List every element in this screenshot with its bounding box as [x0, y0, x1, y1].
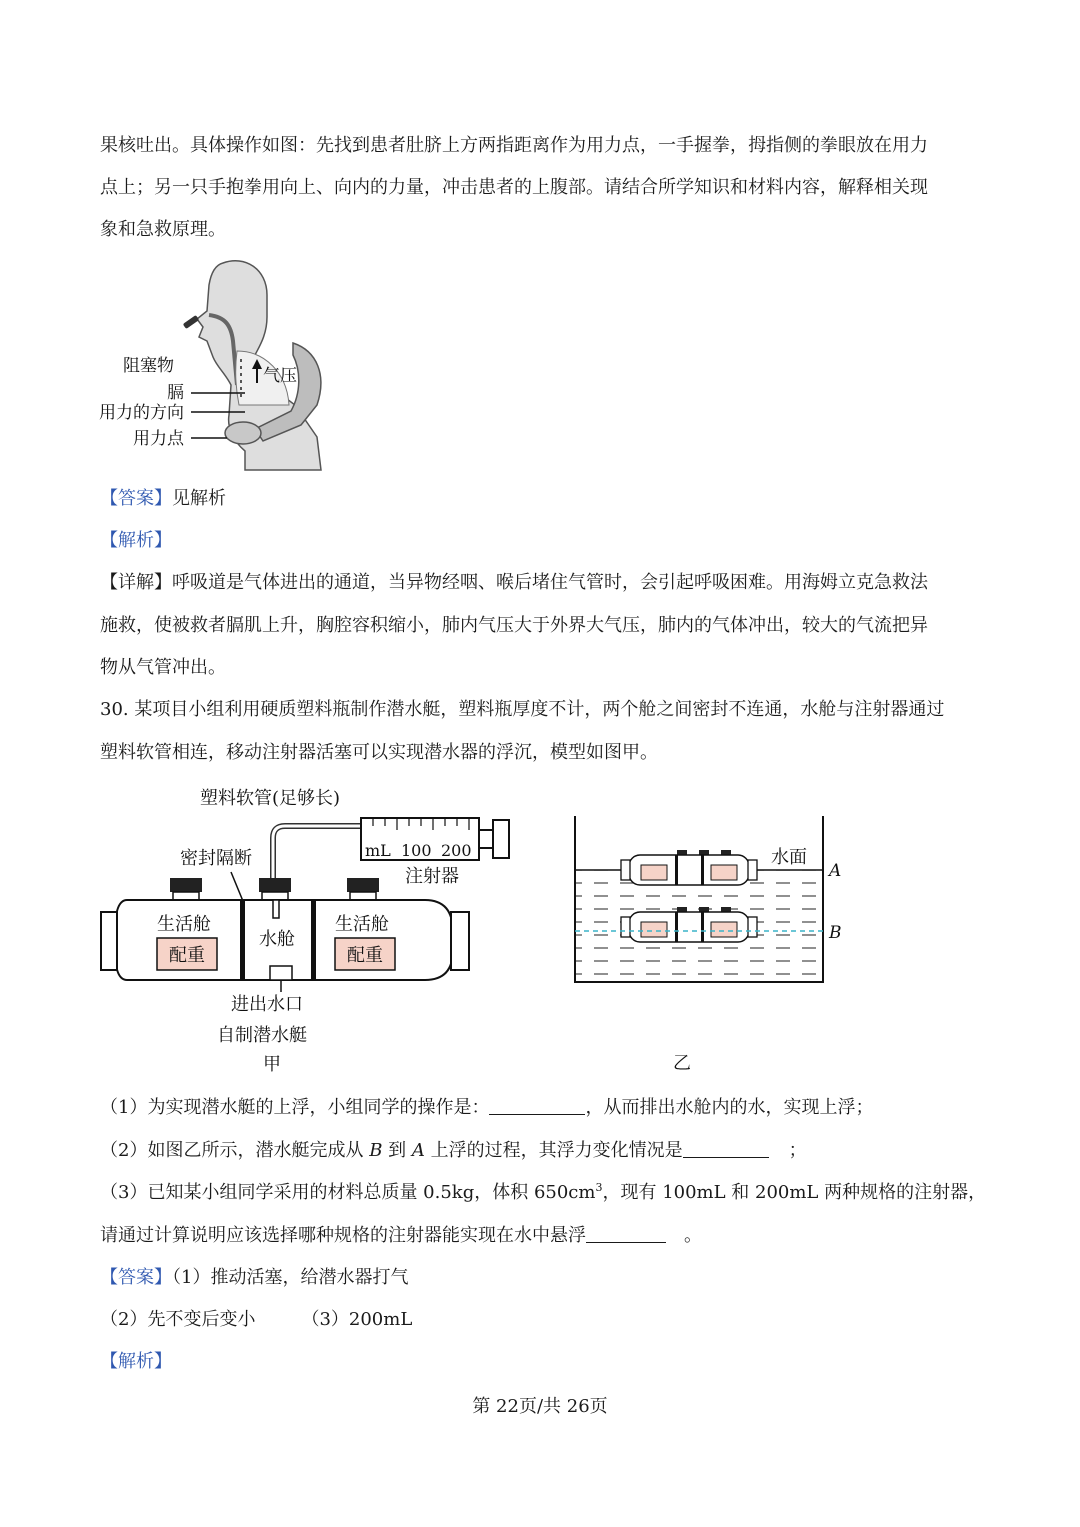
scale-unit: mL: [365, 841, 391, 860]
figure-label-jia: 甲: [263, 1054, 281, 1075]
answer-blank-2[interactable]: [683, 1139, 769, 1158]
label-position-a: A: [829, 861, 842, 881]
figure-caption: 自制潜水艇: [217, 1025, 307, 1046]
scale-200: 200: [441, 841, 472, 860]
label-water-cabin: 水舱: [259, 929, 295, 950]
answer-blank-1[interactable]: [489, 1096, 585, 1115]
label-diaphragm: 膈: [167, 383, 184, 403]
label-force-point: 用力点: [133, 429, 184, 449]
q30-analysis-tag: 【解析】: [100, 1351, 172, 1372]
scale-100: 100: [401, 841, 432, 860]
q30-answer-1: 【答案】（1）推动活塞，给潜水器打气: [100, 1267, 409, 1288]
label-living-left: 生活舱: [157, 914, 211, 935]
label-ballast-right: 配重: [347, 945, 383, 966]
q30-sub-2: （2）如图乙所示，潜水艇完成从 B 到 A 上浮的过程，其浮力变化情况是 ；: [100, 1140, 807, 1161]
figure-label-yi: 乙: [673, 1053, 691, 1074]
q29-detail-line-2: 施救，使被救者膈肌上升，胸腔容积缩小，肺内气压大于外界大气压，肺内的气体冲出，较大的气流把异: [100, 615, 928, 636]
label-ballast-left: 配重: [169, 945, 205, 966]
label-seal: 密封隔断: [180, 848, 252, 869]
answer-blank-3[interactable]: [586, 1224, 666, 1243]
label-pressure: 气压: [263, 366, 297, 386]
q30-sub-3-line-2: 请通过计算说明应该选择哪种规格的注射器能实现在水中悬浮 。: [100, 1225, 702, 1246]
label-position-b: B: [829, 923, 842, 943]
q29-analysis-tag: 【解析】: [100, 530, 172, 551]
submarine-model-figure: [95, 780, 525, 1080]
q29-detail-line-3: 物从气管冲出。: [100, 657, 226, 678]
page-footer: 第 22页/共 26页: [472, 1396, 608, 1417]
intro-line-1: 果核吐出。具体操作如图：先找到患者肚脐上方两指距离作为用力点，一手握拳，拇指侧的拳眼放在用力: [100, 135, 928, 156]
label-force-direction: 用力的方向: [99, 403, 184, 423]
q29-detail-line-1: 【详解】呼吸道是气体进出的通道，当异物经咽、喉后堵住气管时，会引起呼吸困难。用海姆立克急救法: [100, 572, 928, 593]
label-inlet: 进出水口: [231, 994, 303, 1015]
intro-line-3: 象和急救原理。: [100, 219, 226, 240]
q30-sub-3-line-1: （3）已知某小组同学采用的材料总质量 0.5kg，体积 $650cm^3$，现有 100mL 和 200mL 两种规格的注射器，: [100, 1181, 987, 1203]
label-syringe: 注射器: [405, 866, 459, 887]
water-tank-figure: [565, 812, 855, 1077]
intro-line-2: 点上；另一只手抱拳用向上、向内的力量，冲击患者的上腹部。请结合所学知识和材料内容，解释相关现: [100, 177, 928, 198]
label-obstruction: 阻塞物: [123, 356, 174, 376]
q29-answer: 【答案】见解析: [100, 488, 226, 509]
label-hose: 塑料软管(足够长): [200, 788, 341, 809]
q30-stem-line-1: 30. 某项目小组利用硬质塑料瓶制作潜水艇，塑料瓶厚度不计，两个舱之间密封不连通，水舱与注射器通过: [100, 699, 945, 720]
heimlich-figure: [95, 255, 335, 475]
label-water-surface: 水面: [771, 847, 807, 868]
q30-sub-1: （1）为实现潜水艇的上浮，小组同学的操作是： ，从而排出水舱内的水，实现上浮；: [100, 1097, 874, 1118]
q30-stem-line-2: 塑料软管相连，移动注射器活塞可以实现潜水器的浮沉，模型如图甲。: [100, 742, 658, 763]
label-living-right: 生活舱: [335, 914, 389, 935]
q30-answer-2-3: （2）先不变后变小 （3）200mL: [100, 1309, 413, 1330]
